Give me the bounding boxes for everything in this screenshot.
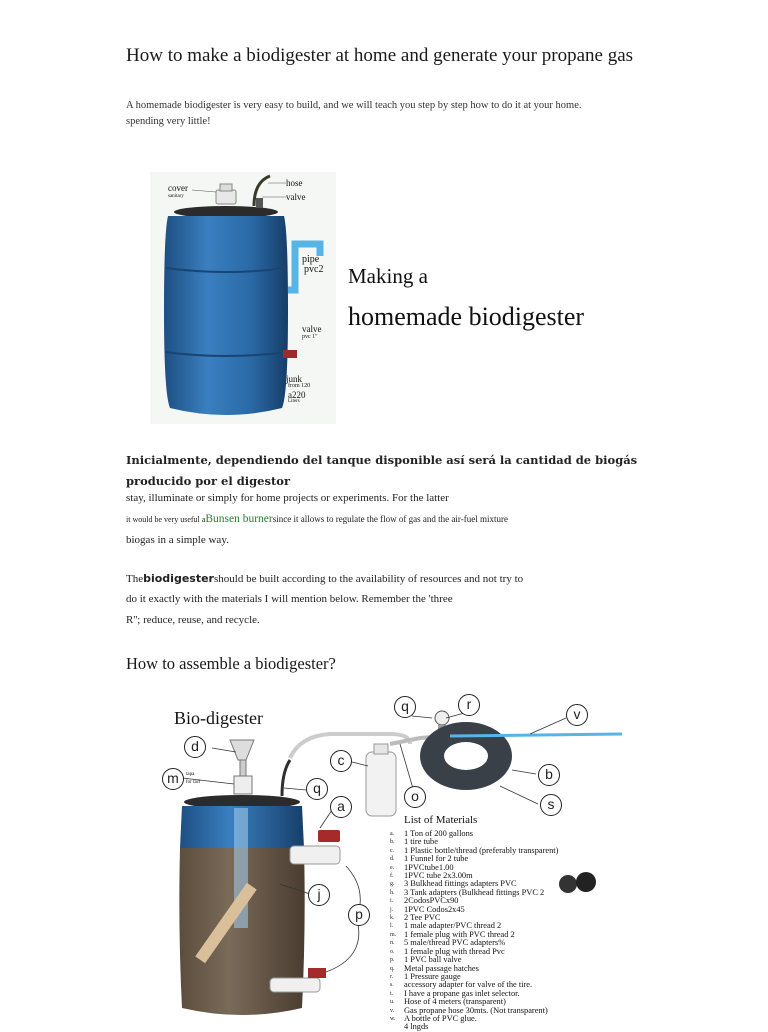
funnel xyxy=(230,740,254,760)
label-junk-sub3: Liters xyxy=(288,399,300,404)
material-letter: q. xyxy=(390,965,395,972)
material-item: 3 Tank adapters (Bulkhead fittings PVC 2 xyxy=(404,887,545,897)
label-junk: junk xyxy=(286,374,303,384)
figure2-title: Bio-digester xyxy=(174,708,263,728)
label-valve-top: valve xyxy=(286,192,306,202)
material-letter: c. xyxy=(390,847,395,854)
section2-line1-prefix: The xyxy=(126,573,144,585)
label-pipe: pipe xyxy=(302,254,320,265)
material-item: 1 male adapter/PVC thread 2 xyxy=(404,921,502,931)
label-cover-sub: sanitary xyxy=(168,194,184,199)
intro-line-2: spending very little! xyxy=(126,116,211,127)
cover-cap xyxy=(216,190,236,204)
material-letter: d. xyxy=(390,856,395,863)
material-item: 4 lngds xyxy=(404,1022,429,1032)
label-valve-side-sub: pvc 1" xyxy=(302,334,318,340)
callout-a: a xyxy=(330,796,352,818)
section2-line1-rest: should be built according to the availability of resources and not try to xyxy=(213,573,524,585)
article-title: How to make a biodigester at home and generate your propane gas xyxy=(126,45,634,66)
callout-m: m xyxy=(162,768,184,790)
label-cover: cover xyxy=(168,183,188,193)
label-valve-side: valve xyxy=(302,324,322,334)
material-letter: k. xyxy=(390,915,395,922)
material-letter: u. xyxy=(390,999,395,1006)
material-item: 1PVC tube 2x3.00m xyxy=(404,871,473,881)
blue-hose xyxy=(450,734,622,736)
material-letter: l. xyxy=(390,923,394,930)
section2-line1 xyxy=(126,572,666,585)
callout-q-middle: q xyxy=(306,778,328,800)
callout-o: o xyxy=(404,786,426,808)
section1-line2-small: it would be very useful a xyxy=(126,515,206,524)
intro-line-1: A homemade biodigester is very easy to build, and we will teach you step by step how to do it at your home. xyxy=(126,100,582,111)
material-letter: p. xyxy=(390,957,395,964)
callout-c: c xyxy=(330,750,352,772)
material-item: 1 tire tube xyxy=(404,837,438,847)
material-letter: r. xyxy=(390,973,394,980)
callout-m-sub: tapa xyxy=(186,772,195,777)
barrel-diagram xyxy=(150,172,634,424)
material-letter: w. xyxy=(390,1015,396,1022)
material-item: 2CodosPVCx90 xyxy=(404,896,459,906)
materials-list xyxy=(404,830,558,1032)
material-item: 1 PVC ball valve xyxy=(404,955,462,965)
section2-line1-bold: biodigester xyxy=(143,572,214,585)
cap xyxy=(234,776,252,794)
section2-line2: do it exactly with the materials I will mention below. Remember the 'three xyxy=(126,593,453,605)
material-letter: v. xyxy=(390,1007,395,1014)
barrel-body xyxy=(164,216,288,415)
label-pipe-sub: pvc2 xyxy=(304,264,324,275)
material-item: 1PVC Codos2x45 xyxy=(404,904,465,914)
label-hose: hose xyxy=(286,178,303,188)
section1-line2-rest: since it allows to regulate the flow of gas and the air-fuel mixture xyxy=(272,514,508,524)
callout-m-sub2: for tact xyxy=(186,780,201,785)
materials-list-title: List of Materials xyxy=(404,814,478,826)
section1-line3: biogas in a simple way. xyxy=(126,534,229,546)
material-item: Metal passage hatches xyxy=(404,963,479,973)
material-item: A bottle of PVC glue. xyxy=(404,1013,477,1023)
lower-valve2 xyxy=(308,968,326,978)
material-item: 1PVCtube1.00 xyxy=(404,862,454,872)
materials-letters xyxy=(390,830,396,1023)
section1-heading: Inicialmente, dependiendo del tanque disponible así será la cantidad de biogás producido por el digestor xyxy=(126,453,638,488)
material-item: 5 male/thread PVC adapters% xyxy=(404,938,506,948)
callout-b: b xyxy=(538,764,560,786)
callout-j: j xyxy=(308,884,330,906)
material-letter: j. xyxy=(390,906,394,913)
material-letter: h. xyxy=(390,889,395,896)
material-item: 3 Bulkhead fittings adapters PVC xyxy=(404,879,517,889)
material-letter: o. xyxy=(390,948,395,955)
material-letter: g. xyxy=(390,881,395,888)
figure-homemade-biodigester xyxy=(150,172,634,424)
material-item: 1 Ton of 200 gallons xyxy=(404,829,474,838)
callout-q-top: q xyxy=(394,696,416,718)
callout-v: v xyxy=(566,704,588,726)
material-item: 2 Tee PVC xyxy=(404,913,441,923)
material-item: accessory adapter for valve of the tire. xyxy=(404,980,533,990)
material-letter: a. xyxy=(390,831,395,837)
callout-p: p xyxy=(348,904,370,926)
material-letter: f. xyxy=(390,873,394,880)
bunsen-burner-link[interactable]: Bunsen burner xyxy=(205,513,273,525)
callout-r: r xyxy=(458,694,480,716)
bottle xyxy=(366,752,396,816)
article-intro xyxy=(126,98,646,130)
section1-line2 xyxy=(126,513,666,525)
material-item: 1 female plug with thread Pvc xyxy=(404,946,505,956)
material-item: 1 female plug with PVC thread 2 xyxy=(404,929,515,939)
section2-line3: R''; reduce, reuse, and recycle. xyxy=(126,614,260,626)
figure-assembly-diagram xyxy=(150,688,630,1032)
material-letter: m. xyxy=(390,931,397,938)
callout-s: s xyxy=(540,794,562,816)
upper-valve xyxy=(318,830,340,842)
material-item: 1 Funnel for 2 tube xyxy=(404,854,469,864)
label-junk-sub2: a220 xyxy=(288,390,306,400)
section1-line1: stay, illuminate or simply for home projects or experiments. For the latter xyxy=(126,492,449,504)
material-letter: b. xyxy=(390,839,395,846)
material-item: Hose of 4 meters (transparent) xyxy=(404,997,506,1007)
material-item: 1 Plastic bottle/thread (preferably transparent) xyxy=(404,845,559,855)
figure1-caption-line2: homemade biodigester xyxy=(348,302,585,331)
material-letter: n. xyxy=(390,940,395,947)
material-item: Gas propane hose 30mts. (Not transparent) xyxy=(404,1005,548,1015)
lower-valve xyxy=(283,350,297,358)
material-letter: i. xyxy=(390,898,394,905)
figure1-caption-line1: Making a xyxy=(348,264,428,288)
material-letter: e. xyxy=(390,864,395,871)
callout-d: d xyxy=(184,736,206,758)
label-junk-sub: from 120 xyxy=(288,383,311,389)
section3-heading: How to assemble a biodigester? xyxy=(126,654,336,673)
material-letter: s. xyxy=(390,982,394,989)
material-item: 1 Pressure gauge xyxy=(404,971,461,981)
material-letter: t. xyxy=(390,990,394,997)
material-item: I have a propane gas inlet selector. xyxy=(404,988,520,998)
